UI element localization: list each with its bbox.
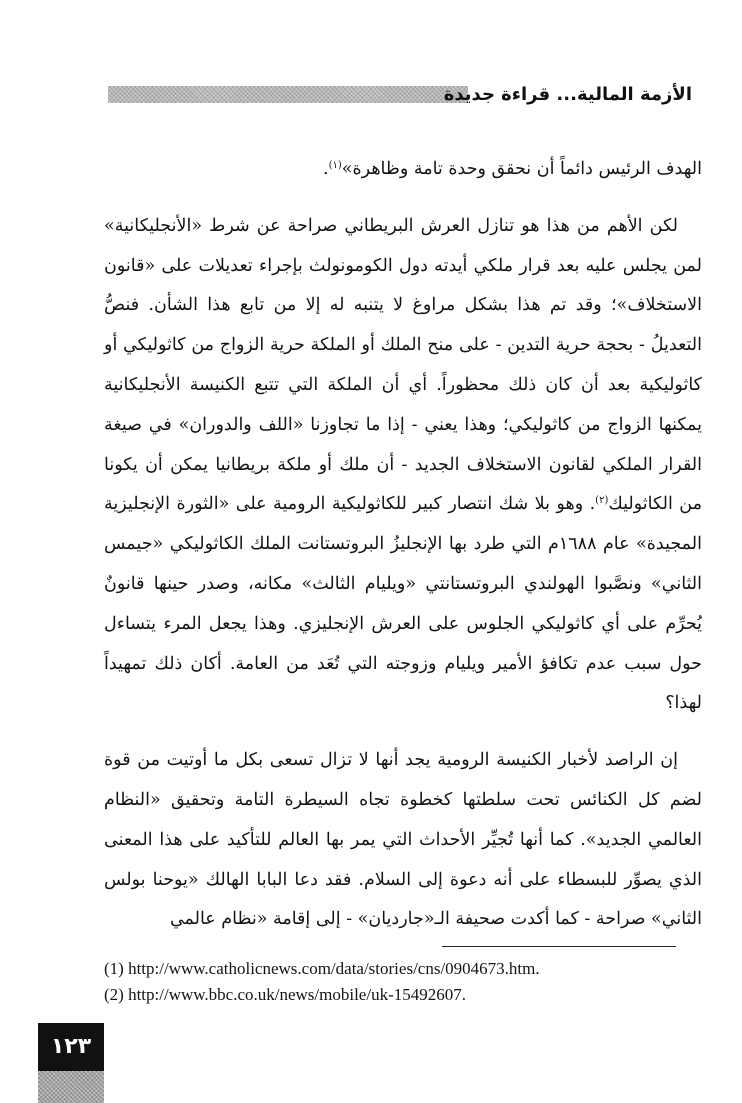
page-number-pattern [38, 1071, 104, 1103]
paragraph-text: لكن الأهم من هذا هو تنازل العرش البريطاني صراحة عن شرط «الأنجليكانية» لمن يجلس عليه بعد قرار ملكي أيدته دول الكومونولث بإجراء تعديلات على «قانون الاستخلاف»؛ وقد تم هذا بشكل مراوغ لا يتنبه له إلا من تابع هذا الشأن. فنصُّ التعديلُ - بحجة حرية التدين - على منح الملك أو الملكة حرية الزواج من كاثوليكي أو كاثوليكية بعد أن كان ذلك محظوراً. أي أن الملكة التي تتبع الكنيسة الأنجليكانية يمكنها الزواج من كاثوليكي؛ وهذا يعني - إذا ما تجاوزنا «اللف والدوران» في صيغة القرار الملكي لقانون الاستخلاف الجديد - أن ملك أو ملكة بريطانيا يمكن أن يكونا من الكاثوليك [104, 215, 702, 515]
paragraph-text: . وهو بلا شك انتصار كبير للكاثوليكية الرومية على «الثورة الإنجليزية المجيدة» عام ١٦٨٨م التي طرد بها الإنجليزُ البروتستانت الملك الكاثوليكي «جيمس الثاني» ونصَّبوا الهولندي البروتستانتي «ويليام الثالث» مكانه، وصدر حينها قانونٌ يُحرِّم على أي كاثوليكي الجلوس على العرش الإنجليزي. وهذا يجعل المرء يتساءل حول سبب عدم تكافؤ الأمير ويليام وزوجته التي تُعَد من العامة. أكان ذلك تمهيداً لهذا؟ [104, 494, 702, 714]
paragraph: إن الراصد لأخبار الكنيسة الرومية يجد أنها لا تزال تسعى بكل ما أوتيت من قوة لضم كل الكنائس تحت سلطتها كخطوة تجاه السيطرة التامة وتحقيق «النظام العالمي الجديد». كما أنها تُجيِّر الأحداث التي يمر بها العالم للتأكيد على هذا المعنى الذي يصوِّر للبسطاء على أنه دعوة إلى السلام. فقد دعا البابا الهالك «يوحنا بولس الثاني» صراحة - كما أكدت صحيفة الـ«جارديان» - إلى إقامة «نظام عالمي [104, 750, 702, 930]
running-header [100, 82, 692, 108]
running-header-title: الأزمة المالية... قراءة جديدة [443, 84, 692, 105]
paragraph [104, 207, 702, 724]
header-pattern-bar [108, 86, 468, 103]
footnotes [104, 956, 664, 1008]
paragraph [104, 150, 702, 190]
footnote[interactable]: (2) http://www.bbc.co.uk/news/mobile/uk-15492607. [104, 985, 466, 1004]
paragraph-end: . [323, 159, 329, 179]
paragraph-text: الهدف الرئيس دائماً أن نحقق وحدة تامة وظاهرة» [341, 159, 702, 179]
footnote-ref[interactable]: (٢) [595, 495, 609, 507]
footnote[interactable]: (1) http://www.catholicnews.com/data/stories/cns/0904673.htm. [104, 959, 540, 978]
footnote-ref[interactable]: (١) [328, 160, 342, 171]
footnote-divider [442, 946, 676, 947]
page-number: ١٢٣ [38, 1023, 104, 1071]
body-text [104, 150, 702, 940]
